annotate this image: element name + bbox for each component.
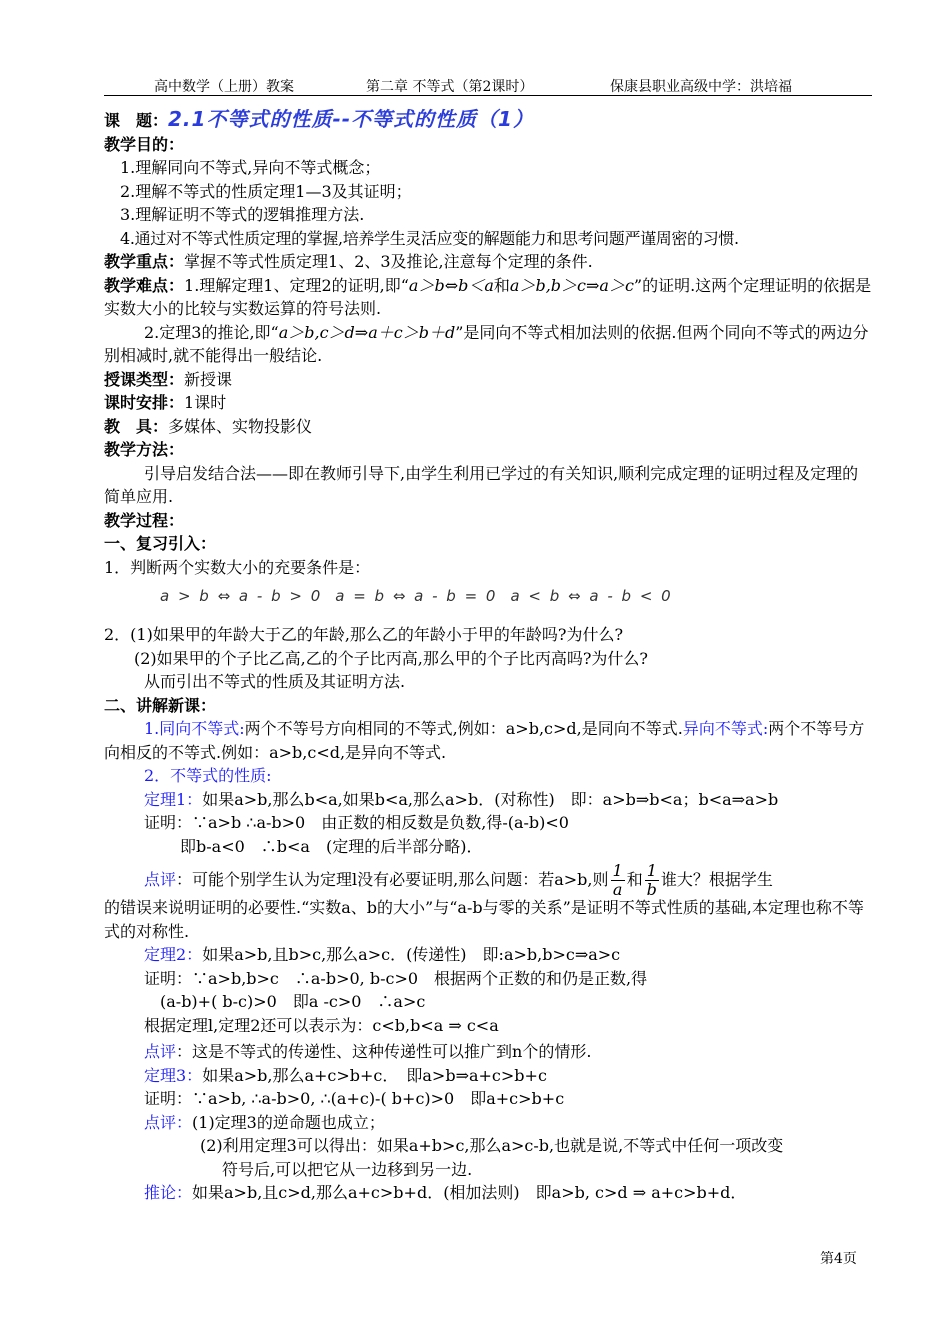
goal-label: 教学目的：	[104, 134, 185, 154]
review-heading: 一、复习引入：	[104, 534, 217, 553]
header-center: 第二章 不等式（第2课时）	[366, 79, 534, 95]
goal-item: 1.理解同向不等式,异向不等式概念；	[120, 158, 381, 177]
topic-line: 课 题：2.1不等式的性质--不等式的性质（1）	[104, 107, 534, 131]
theorem-3: 定理3：如果a>b,那么a+c>b+c． 即a>b⇒a+c>b+c	[144, 1065, 547, 1085]
difficulty-2: 2.定理3的推论,即“a＞b,c＞d⇒a＋c＞b＋d”是同向不等式相加法则的依据.但两个同向不等式的两边分别相减时,就不能得出一般结论.	[104, 322, 869, 365]
comment-2: 点评：这是不等式的传递性、这种传递性可以推广到n个的情形.	[144, 1042, 592, 1061]
header-left: 高中数学（上册）教案	[154, 79, 294, 95]
difficulty-1: 教学难点：1.理解定理1、定理2的证明,即“a＞b⇔b＜a和a＞b,b＞c⇒a＞c”的证明.这两个定理证明的依据是实数大小的比较与实数运算的符号法则.	[104, 275, 872, 318]
comment-3-item-2-cont: 符号后,可以把它从一边移到另一边.	[222, 1159, 473, 1179]
comment-1-cont: 的错误来说明证明的必要性.“实数a、b的大小”与“a-b与零的关系”是证明不等式性质的基础,本定理也称不等式的对称性.	[104, 898, 864, 941]
theorem-2: 定理2：如果a>b,且b>c,那么a>c．(传递性) 即:a>b,b>c⇒a>c	[144, 945, 621, 964]
corollary: 推论：如果a>b,且c>d,那么a+c>b+d．(相加法则) 即a>b, c>d ⇒ a+c>b+d．	[144, 1183, 747, 1202]
comment-1: 点评：可能个别学生认为定理l没有必要证明,那么问题：若a>b,则 $\frac{1}{a}$ 和 $\frac{1}{b}$ 谁大？根据学生	[144, 861, 773, 899]
review-q2a: 2．(1)如果甲的年龄大于乙的年龄,那么乙的年龄小于甲的年龄吗?为什么?	[104, 625, 624, 644]
review-q2b: (2)如果甲的个子比乙高,乙的个子比丙高,那么甲的个子比丙高吗?为什么?	[134, 648, 648, 668]
theorem-1-proof-2: 即b-a<0 ∴b<a (定理的后半部分略)．	[180, 836, 483, 856]
review-q2c: 从而引出不等式的性质及其证明方法.	[144, 672, 406, 691]
type-line: 授课类型：新授课	[104, 369, 233, 389]
concept-1: 1.同向不等式:两个不等号方向相同的不等式,例如：a>b,c>d,是同向不等式.异向不等式:两个不等号方向相反的不等式.例如：a>b,c<d,是异向不等式.	[104, 719, 865, 762]
time-line: 课时安排：1课时	[104, 393, 227, 412]
header-right: 保康县职业高级中学：洪培福	[610, 79, 792, 95]
review-q1-math: a > b ⇔ a - b > 0 a = b ⇔ a - b = 0 a < b ⇔ a - b < 0	[160, 587, 671, 605]
theorem-2-proof: 证明：∵a>b,b>c ∴a-b>0, b-c>0 根据两个正数的和仍是正数,得	[144, 968, 648, 988]
lesson-body	[104, 108, 872, 1205]
theorem-2-proof-2: (a-b)+( b-c)>0 即a -c>0 ∴a>c	[160, 992, 426, 1011]
goal-item: 2.理解不等式的性质定理1—3及其证明；	[120, 181, 412, 201]
theorem-1: 定理1：如果a>b,那么b<a,如果b<a,那么a>b．(对称性) 即：a>b⇒b<a；b<a⇒a>b	[144, 789, 779, 809]
key-line: 教学重点：掌握不等式性质定理1、2、3及推论,注意每个定理的条件.	[104, 252, 593, 271]
newlesson-heading: 二、讲解新课：	[104, 695, 217, 715]
review-q1: 1．判断两个实数大小的充要条件是：	[104, 557, 371, 577]
page-header	[104, 76, 872, 96]
page-number: 第4页	[820, 1251, 857, 1267]
theorem-2-alt: 根据定理l,定理2还可以表示为：c<b,b<a ⇒ c<a	[144, 1015, 499, 1035]
tools-line: 教 具：多媒体、实物投影仪	[104, 416, 313, 436]
theorem-3-proof: 证明：∵a>b, ∴a-b>0, ∴(a+c)-( b+c)>0 即a+c>b+c	[144, 1089, 565, 1108]
concept-2: 2．不等式的性质:	[144, 766, 272, 785]
theorem-1-proof: 证明：∵a>b ∴a-b>0 由正数的相反数是负数,得-(a-b)<0	[144, 813, 569, 832]
method-text: 引导启发结合法——即在教师引导下,由学生利用已学过的有关知识,顺利完成定理的证明过程及定理的简单应用.	[104, 463, 859, 506]
fraction-1-over-b: $\frac{1}{b}$	[646, 861, 657, 899]
process-label: 教学过程：	[104, 510, 185, 530]
method-label: 教学方法：	[104, 440, 185, 459]
goal-item: 4.通过对不等式性质定理的掌握,培养学生灵活应变的解题能力和思考问题严谨周密的习惯.	[120, 228, 739, 248]
lesson-title: 2.1不等式的性质--不等式的性质（1）	[168, 107, 534, 131]
comment-3: 点评：(1)定理3的逆命题也成立；	[144, 1112, 385, 1132]
fraction-1-over-a: $\frac{1}{a}$	[612, 861, 623, 899]
comment-3-item-2: (2)利用定理3可以得出：如果a+b>c,那么a>c-b,也就是说,不等式中任何一项改变	[200, 1136, 784, 1155]
goal-item: 3.理解证明不等式的逻辑推理方法.	[120, 205, 365, 224]
